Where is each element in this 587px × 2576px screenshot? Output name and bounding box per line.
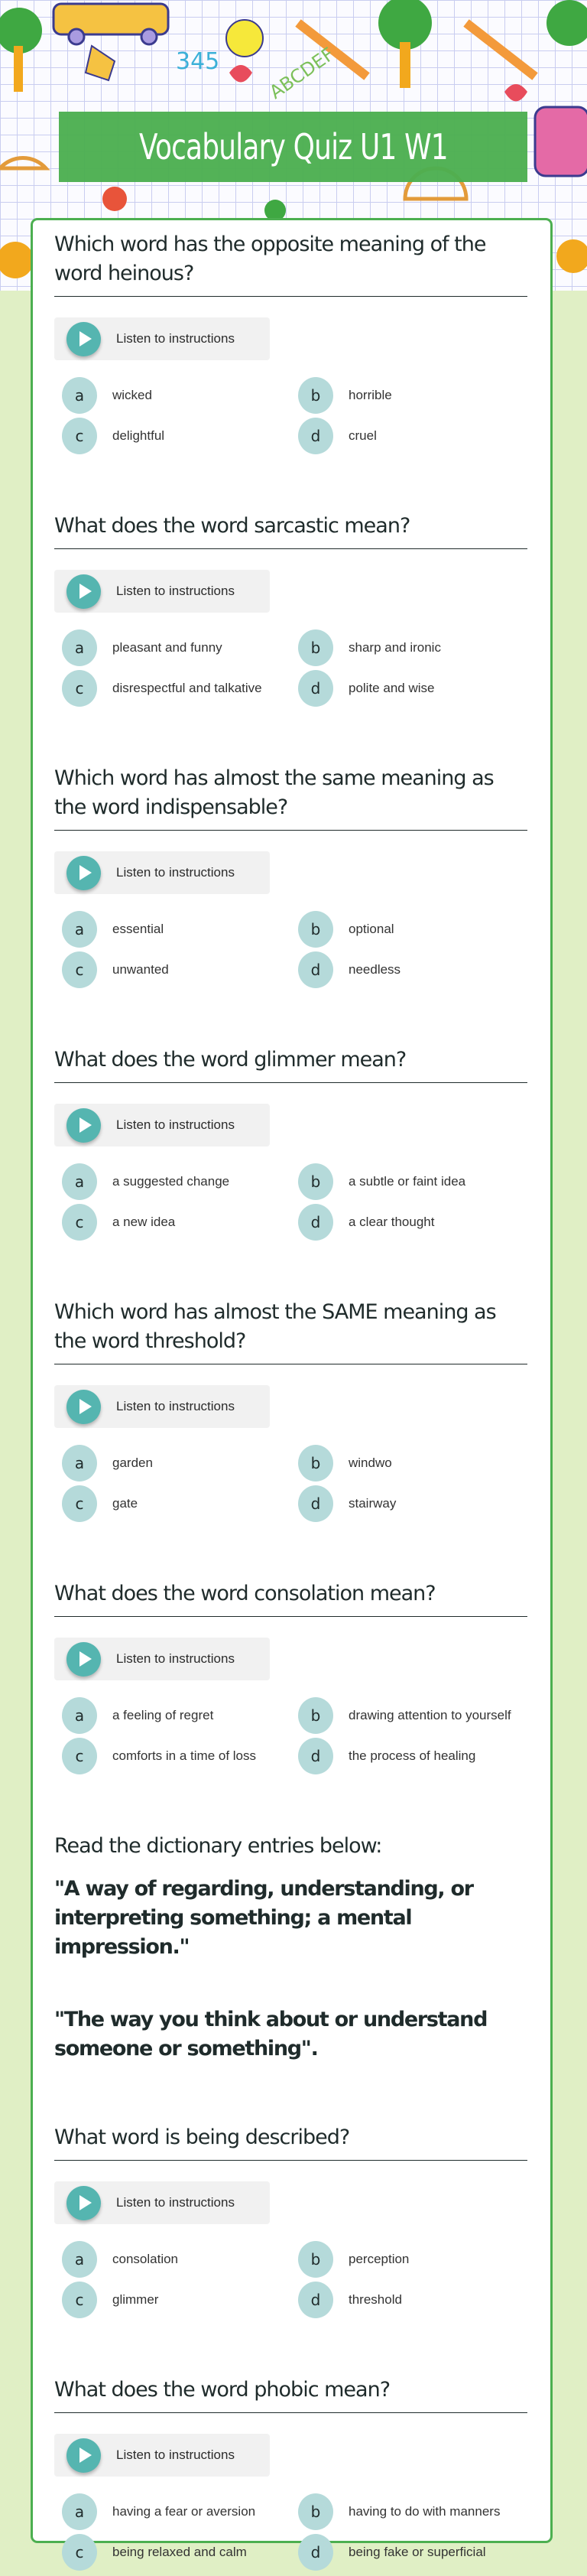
answer-option-b[interactable]	[290, 629, 527, 666]
option-text: wicked	[112, 388, 152, 402]
question-block	[54, 1298, 527, 1522]
option-text: perception	[349, 2252, 410, 2266]
answer-options	[54, 1163, 527, 1241]
option-letter-badge: a	[62, 377, 97, 414]
answer-options	[54, 377, 527, 454]
answer-option-c[interactable]	[54, 2534, 290, 2571]
answer-options	[54, 1697, 527, 1774]
answer-option-d[interactable]	[290, 1485, 527, 1522]
answer-option-d[interactable]	[290, 1204, 527, 1241]
listen-label: Listen to instructions	[116, 331, 235, 346]
listen-label: Listen to instructions	[116, 1117, 235, 1132]
option-letter-badge: b	[298, 1163, 333, 1200]
option-text: a subtle or faint idea	[349, 1174, 466, 1189]
question-block	[54, 764, 527, 988]
option-text: threshold	[349, 2292, 402, 2307]
option-letter-badge: b	[298, 911, 333, 948]
answer-option-b[interactable]	[290, 1445, 527, 1482]
answer-option-d[interactable]	[290, 2534, 527, 2571]
option-text: disrespectful and talkative	[112, 681, 262, 695]
option-text: essential	[112, 922, 164, 936]
option-letter-badge: d	[298, 1485, 333, 1522]
question-block	[54, 512, 527, 707]
listen-to-instructions-button[interactable]	[54, 2434, 270, 2477]
dictionary-intro: Read the dictionary entries below:	[54, 1834, 382, 1858]
option-text: the process of healing	[349, 1748, 476, 1763]
option-text: gate	[112, 1496, 138, 1511]
answer-options	[54, 2493, 527, 2571]
answer-option-b[interactable]	[290, 2493, 527, 2530]
answer-option-c[interactable]	[54, 951, 290, 988]
option-letter-badge: c	[62, 1485, 97, 1522]
play-icon	[66, 1390, 101, 1424]
question-title: What does the word sarcastic mean?	[54, 512, 527, 549]
answer-option-b[interactable]	[290, 2241, 527, 2278]
listen-to-instructions-button[interactable]	[54, 1104, 270, 1147]
question-title: What word is being described?	[54, 2123, 527, 2161]
option-letter-badge: d	[298, 1204, 333, 1241]
option-letter-badge: d	[298, 2282, 333, 2318]
option-letter-badge: d	[298, 418, 333, 454]
option-letter-badge: d	[298, 2534, 333, 2571]
answer-option-a[interactable]	[54, 1445, 290, 1482]
answer-option-d[interactable]	[290, 951, 527, 988]
option-letter-badge: a	[62, 2493, 97, 2530]
option-text: stairway	[349, 1496, 397, 1511]
option-letter-badge: a	[62, 629, 97, 666]
listen-to-instructions-button[interactable]	[54, 851, 270, 894]
option-text: cruel	[349, 428, 377, 443]
answer-option-c[interactable]	[54, 1204, 290, 1241]
play-icon	[66, 2186, 101, 2220]
option-letter-badge: a	[62, 1163, 97, 1200]
dictionary-entry: "A way of regarding, understanding, or interpreting something; a mental impression."	[54, 1877, 473, 1959]
question-block	[54, 2376, 527, 2571]
questions-list	[54, 230, 527, 1774]
answer-option-d[interactable]	[290, 418, 527, 454]
option-letter-badge: b	[298, 2493, 333, 2530]
question-title: What does the word glimmer mean?	[54, 1046, 527, 1083]
option-text: a feeling of regret	[112, 1708, 214, 1722]
answer-option-a[interactable]	[54, 911, 290, 948]
option-text: a clear thought	[349, 1215, 435, 1229]
option-text: sharp and ironic	[349, 640, 441, 655]
option-text: delightful	[112, 428, 165, 443]
answer-option-a[interactable]	[54, 377, 290, 414]
option-text: a new idea	[112, 1215, 176, 1229]
question-block	[54, 230, 527, 454]
listen-label: Listen to instructions	[116, 2195, 235, 2210]
option-letter-badge: b	[298, 1697, 333, 1734]
option-letter-badge: b	[298, 2241, 333, 2278]
answer-options	[54, 2241, 527, 2318]
answer-option-c[interactable]	[54, 2282, 290, 2318]
option-text: garden	[112, 1456, 153, 1470]
answer-option-c[interactable]	[54, 670, 290, 707]
answer-option-a[interactable]	[54, 2493, 290, 2530]
option-text: having to do with manners	[349, 2504, 501, 2519]
option-letter-badge: b	[298, 1445, 333, 1482]
listen-label: Listen to instructions	[116, 1399, 235, 1413]
option-text: optional	[349, 922, 394, 936]
option-text: consolation	[112, 2252, 179, 2266]
answer-option-a[interactable]	[54, 1697, 290, 1734]
option-text: being fake or superficial	[349, 2545, 486, 2559]
question-title: What does the word phobic mean?	[54, 2376, 527, 2413]
option-letter-badge: a	[62, 1445, 97, 1482]
option-letter-badge: c	[62, 670, 97, 707]
listen-to-instructions-button[interactable]	[54, 1638, 270, 1680]
answer-option-b[interactable]	[290, 1697, 527, 1734]
option-letter-badge: c	[62, 418, 97, 454]
option-text: a suggested change	[112, 1174, 230, 1189]
dictionary-entry: "The way you think about or understand someone or something".	[54, 2008, 488, 2060]
answer-options	[54, 911, 527, 988]
option-text: having a fear or aversion	[112, 2504, 256, 2519]
option-letter-badge: c	[62, 951, 97, 988]
answer-option-b[interactable]	[290, 1163, 527, 1200]
answer-option-c[interactable]	[54, 418, 290, 454]
question-title: Which word has almost the same meaning as the word indispensable?	[54, 764, 527, 831]
listen-label: Listen to instructions	[116, 584, 235, 598]
option-text: being relaxed and calm	[112, 2545, 247, 2559]
play-icon	[66, 574, 101, 609]
answer-option-d[interactable]	[290, 670, 527, 707]
play-icon	[66, 322, 101, 356]
listen-to-instructions-button[interactable]	[54, 570, 270, 613]
answer-option-d[interactable]	[290, 1738, 527, 1774]
svg-text:345: 345	[176, 48, 220, 75]
answer-option-a[interactable]	[54, 1163, 290, 1200]
question-block	[54, 2123, 527, 2318]
answer-option-c[interactable]	[54, 1485, 290, 1522]
option-letter-badge: d	[298, 1738, 333, 1774]
option-letter-badge: a	[62, 2241, 97, 2278]
answer-option-b[interactable]	[290, 377, 527, 414]
option-letter-badge: c	[62, 1204, 97, 1241]
title-banner	[59, 112, 527, 182]
question-title: Which word has almost the SAME meaning as the word threshold?	[54, 1298, 527, 1364]
listen-to-instructions-button[interactable]	[54, 2181, 270, 2224]
question-block	[54, 1579, 527, 1774]
answer-options	[54, 1445, 527, 1522]
option-text: drawing attention to yourself	[349, 1708, 511, 1722]
questions-list	[54, 2123, 527, 2571]
option-text: needless	[349, 962, 401, 977]
listen-label: Listen to instructions	[116, 2448, 235, 2462]
answer-option-a[interactable]	[54, 629, 290, 666]
listen-label: Listen to instructions	[116, 1651, 235, 1666]
option-letter-badge: b	[298, 377, 333, 414]
option-letter-badge: c	[62, 1738, 97, 1774]
option-letter-badge: d	[298, 670, 333, 707]
option-letter-badge: d	[298, 951, 333, 988]
play-icon	[66, 1108, 101, 1143]
question-title: Which word has the opposite meaning of the word heinous?	[54, 230, 527, 297]
answer-option-c[interactable]	[54, 1738, 290, 1774]
option-letter-badge: c	[62, 2282, 97, 2318]
option-text: polite and wise	[349, 681, 435, 695]
answer-option-b[interactable]	[290, 911, 527, 948]
answer-option-d[interactable]	[290, 2282, 527, 2318]
option-text: horrible	[349, 388, 392, 402]
dictionary-section	[54, 1832, 527, 2064]
option-text: comforts in a time of loss	[112, 1748, 257, 1763]
option-text: windwo	[349, 1456, 392, 1470]
page-title: Vocabulary Quiz U1 W1	[138, 126, 448, 168]
svg-text:ABCDEF: ABCDEF	[265, 43, 339, 103]
play-icon	[66, 856, 101, 890]
listen-label: Listen to instructions	[116, 865, 235, 880]
option-text: pleasant and funny	[112, 640, 222, 655]
option-letter-badge: a	[62, 911, 97, 948]
option-text: unwanted	[112, 962, 169, 977]
question-block	[54, 1046, 527, 1241]
option-text: glimmer	[112, 2292, 159, 2307]
option-letter-badge: c	[62, 2534, 97, 2571]
listen-to-instructions-button[interactable]	[54, 317, 270, 360]
quiz-card	[31, 218, 553, 2561]
question-title: What does the word consolation mean?	[54, 1579, 527, 1617]
option-letter-badge: b	[298, 629, 333, 666]
answer-options	[54, 629, 527, 707]
play-icon	[66, 2438, 101, 2473]
play-icon	[66, 1642, 101, 1677]
answer-option-a[interactable]	[54, 2241, 290, 2278]
listen-to-instructions-button[interactable]	[54, 1385, 270, 1428]
option-letter-badge: a	[62, 1697, 97, 1734]
